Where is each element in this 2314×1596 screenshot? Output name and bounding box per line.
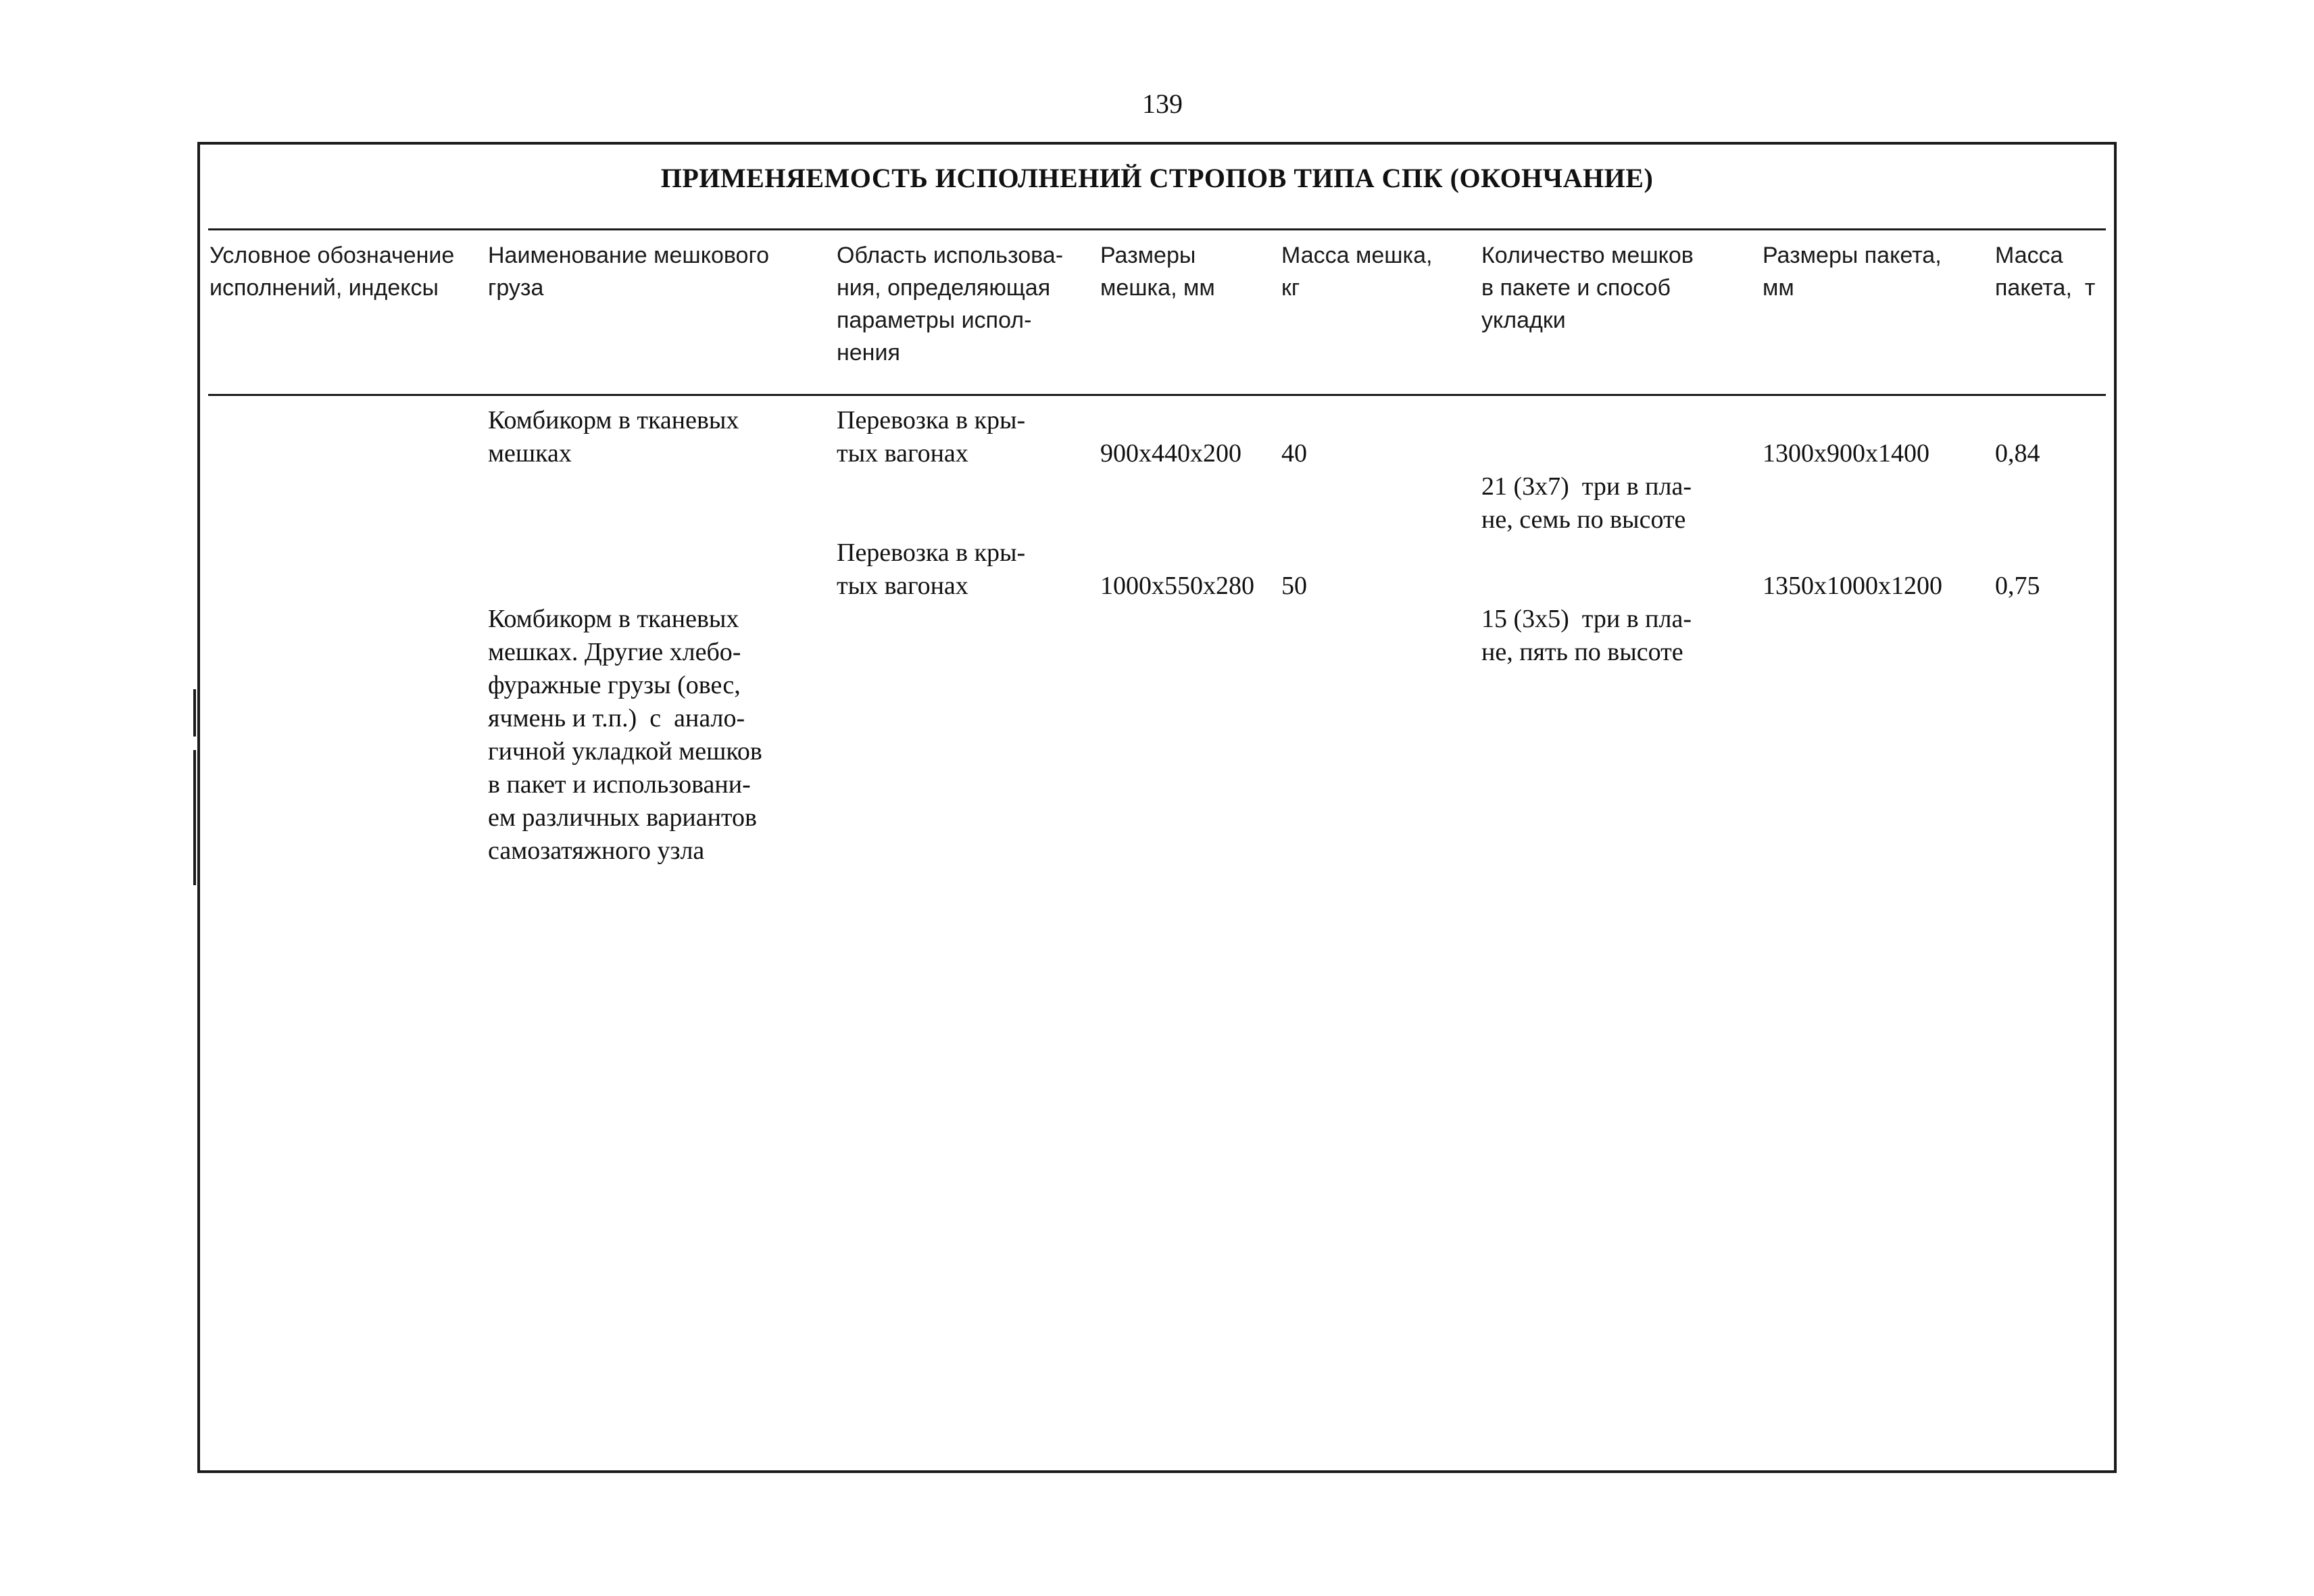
row1-bag-mass: 40 (1281, 439, 1307, 468)
row2-pack-size: 1350x1000x1200 (1763, 572, 1942, 600)
row1-pack-size: 1300x900x1400 (1763, 439, 1929, 468)
header-top-rule (208, 228, 2106, 230)
table-frame (197, 142, 2117, 1473)
row1-pack-mass: 0,84 (1995, 439, 2040, 468)
row1-usage-area: Перевозка в кры- тых вагонах (837, 406, 1026, 468)
header-bag-mass: Масса мешка, кг (1281, 243, 1433, 301)
header-pack-mass: Масса пакета, т (1995, 243, 2096, 301)
row2-pack-mass: 0,75 (1995, 572, 2040, 600)
header-bag-size: Размеры мешка, мм (1100, 243, 1215, 301)
header-pack-size: Размеры пакета, мм (1763, 243, 1942, 301)
row2-quantity: 15 (3x5) три в пла- не, пять по высоте (1481, 605, 1692, 666)
row1-bag-size: 900x440x200 (1100, 439, 1241, 468)
edge-mark (193, 689, 196, 737)
row1-quantity: 21 (3x7) три в пла- не, семь по высоте (1481, 472, 1692, 534)
row2-usage-area: Перевозка в кры- тых вагонах (837, 539, 1026, 600)
header-usage-area: Область использова- ния, определяющая параметры испол- нения (837, 243, 1064, 366)
header-cargo-name: Наименование мешкового груза (488, 243, 770, 301)
row2-bag-mass: 50 (1281, 572, 1307, 600)
row2-bag-size: 1000x550x280 (1100, 572, 1254, 600)
page-number: 139 (1142, 89, 1183, 119)
header-bag-quantity: Количество мешков в пакете и способ укладки (1481, 243, 1694, 333)
row2-cargo-name: Комбикорм в тканевых мешках. Другие хлебо- фуражные грузы (овес, ячмень и т.п.) с анало- гичной укладкой мешков в пакет и использовани- ем различных вариантов самозатяжного узла (488, 605, 762, 865)
row1-cargo-name: Комбикорм в тканевых мешках (488, 406, 739, 468)
edge-mark (193, 750, 196, 885)
header-designation: Условное обозначение исполнений, индексы (210, 243, 455, 301)
header-bottom-rule (208, 394, 2106, 396)
table-title: ПРИМЕНЯЕМОСТЬ ИСПОЛНЕНИЙ СТРОПОВ ТИПА СПК (ОКОНЧАНИЕ) (660, 163, 1654, 193)
